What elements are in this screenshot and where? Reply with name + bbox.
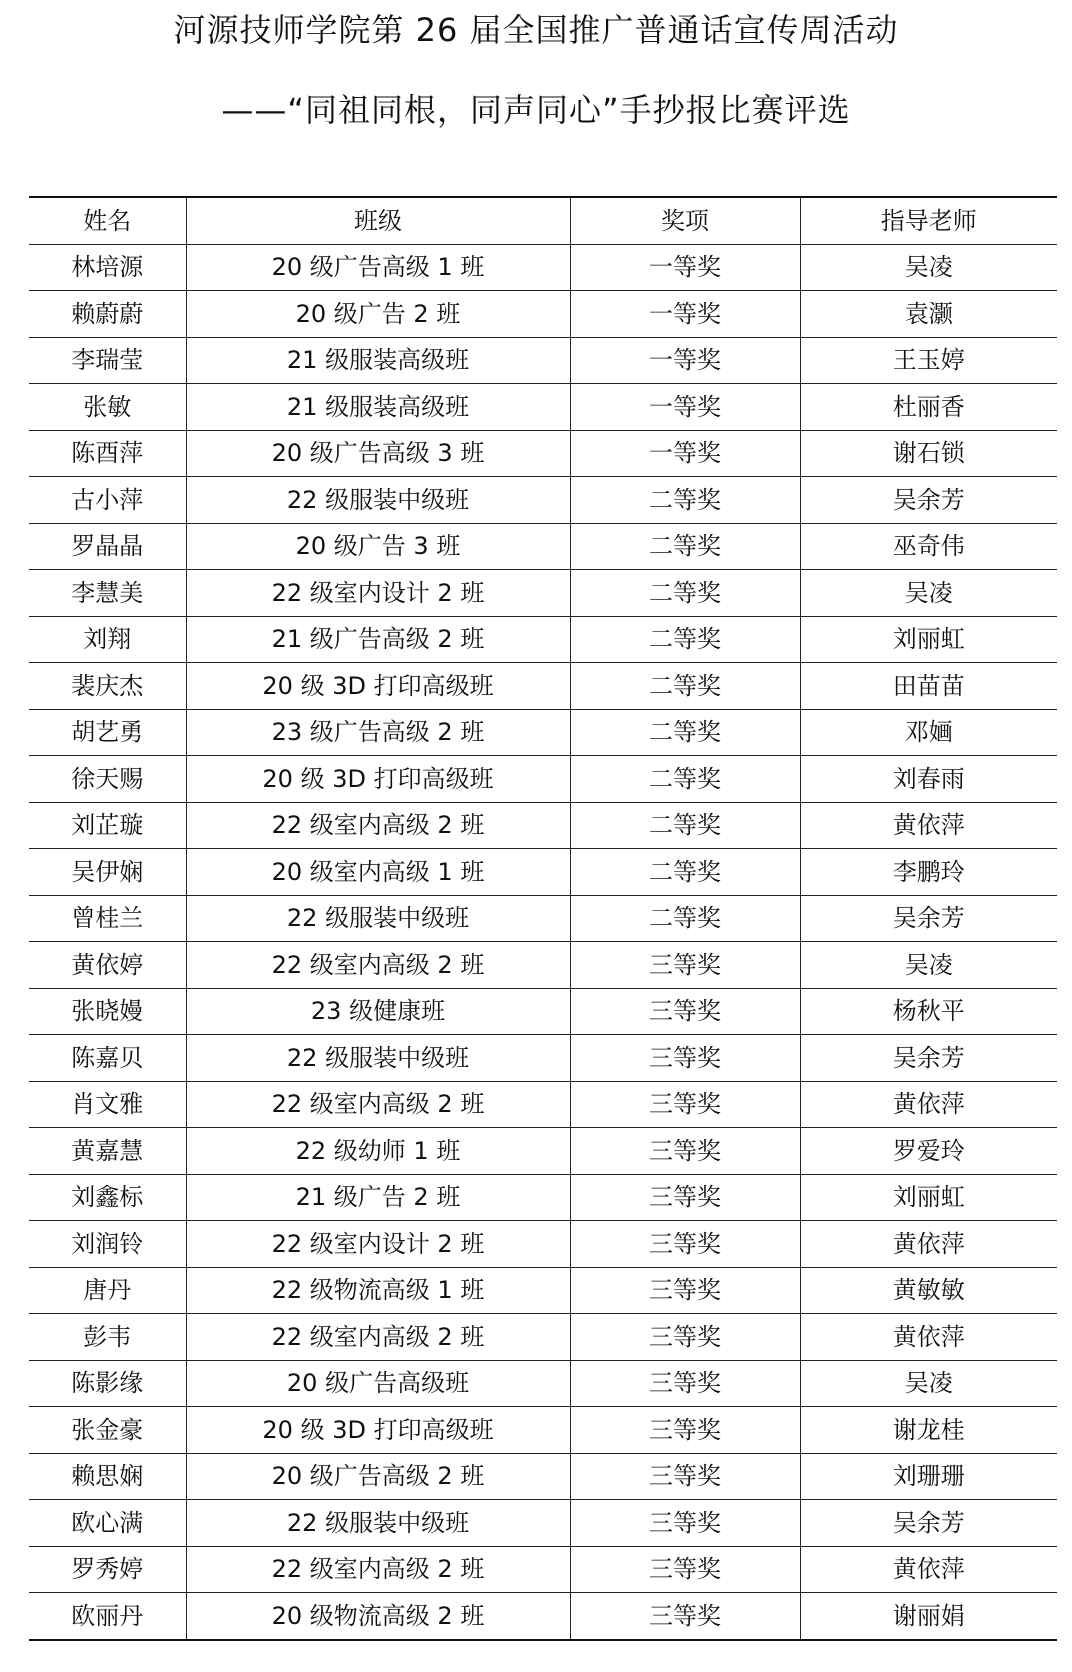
cell-class: 20 级广告高级 2 班 [186,1453,570,1500]
cell-class: 20 级物流高级 2 班 [186,1593,570,1640]
cell-award: 三等奖 [570,1081,800,1128]
cell-teacher: 黄敏敏 [800,1267,1057,1314]
cell-teacher: 黄依萍 [800,802,1057,849]
cell-teacher: 刘丽虹 [800,616,1057,663]
cell-student-name: 肖文雅 [29,1081,186,1128]
cell-teacher: 黄依萍 [800,1221,1057,1268]
cell-class: 20 级广告高级 1 班 [186,244,570,291]
table-row [29,523,1057,570]
cell-class: 20 级 3D 打印高级班 [186,1407,570,1454]
cell-class: 23 级健康班 [186,988,570,1035]
cell-award: 三等奖 [570,1500,800,1547]
cell-award: 二等奖 [570,709,800,756]
cell-student-name: 罗秀婷 [29,1546,186,1593]
cell-award: 二等奖 [570,616,800,663]
cell-class: 22 级物流高级 1 班 [186,1267,570,1314]
cell-award: 一等奖 [570,384,800,431]
cell-class: 22 级服装中级班 [186,1035,570,1082]
cell-award: 二等奖 [570,756,800,803]
page-title: 河源技师学院第 26 届全国推广普通话宣传周活动 [173,11,899,49]
cell-teacher: 吴凌 [800,942,1057,989]
cell-award: 二等奖 [570,477,800,524]
column-header-award: 奖项 [570,197,800,244]
table-row [29,802,1057,849]
cell-class: 22 级幼师 1 班 [186,1128,570,1175]
cell-award: 一等奖 [570,430,800,477]
cell-award: 三等奖 [570,1035,800,1082]
cell-class: 21 级服装高级班 [186,384,570,431]
cell-award: 二等奖 [570,523,800,570]
cell-award: 二等奖 [570,663,800,710]
page-subtitle: ——“同祖同根，同声同心”手抄报比赛评选 [221,91,851,129]
table-row [29,430,1057,477]
cell-class: 22 级室内高级 2 班 [186,802,570,849]
cell-teacher: 谢丽娟 [800,1593,1057,1640]
cell-student-name: 吴伊娴 [29,849,186,896]
cell-student-name: 欧心满 [29,1500,186,1547]
cell-student-name: 罗晶晶 [29,523,186,570]
cell-student-name: 陈影缘 [29,1360,186,1407]
cell-class: 23 级广告高级 2 班 [186,709,570,756]
cell-student-name: 唐丹 [29,1267,186,1314]
cell-teacher: 黄依萍 [800,1314,1057,1361]
table-row [29,849,1057,896]
cell-student-name: 刘润铃 [29,1221,186,1268]
table-row [29,1500,1057,1547]
table-row [29,895,1057,942]
cell-student-name: 赖思娴 [29,1453,186,1500]
cell-teacher: 谢龙桂 [800,1407,1057,1454]
cell-class: 20 级 3D 打印高级班 [186,663,570,710]
cell-student-name: 张金豪 [29,1407,186,1454]
cell-class: 21 级广告高级 2 班 [186,616,570,663]
table-row [29,337,1057,384]
column-header-class: 班级 [186,197,570,244]
cell-class: 22 级服装中级班 [186,477,570,524]
cell-teacher: 巫奇伟 [800,523,1057,570]
table-row [29,244,1057,291]
cell-student-name: 徐天赐 [29,756,186,803]
column-header-name: 姓名 [29,197,186,244]
cell-teacher: 吴余芳 [800,895,1057,942]
cell-teacher: 田苗苗 [800,663,1057,710]
awards-table [29,196,1057,1641]
cell-class: 22 级室内高级 2 班 [186,1314,570,1361]
table-row [29,291,1057,338]
cell-student-name: 欧丽丹 [29,1593,186,1640]
table-row [29,1267,1057,1314]
cell-student-name: 裴庆杰 [29,663,186,710]
cell-teacher: 袁灏 [800,291,1057,338]
cell-class: 20 级广告高级 3 班 [186,430,570,477]
cell-award: 三等奖 [570,1407,800,1454]
cell-student-name: 黄依婷 [29,942,186,989]
cell-class: 22 级服装中级班 [186,1500,570,1547]
table-row [29,663,1057,710]
cell-teacher: 黄依萍 [800,1546,1057,1593]
cell-teacher: 王玉婷 [800,337,1057,384]
cell-award: 二等奖 [570,802,800,849]
table-row [29,1360,1057,1407]
table-row [29,988,1057,1035]
cell-award: 三等奖 [570,1174,800,1221]
cell-award: 二等奖 [570,895,800,942]
cell-class: 20 级 3D 打印高级班 [186,756,570,803]
cell-student-name: 黄嘉慧 [29,1128,186,1175]
table-row [29,1546,1057,1593]
cell-teacher: 杨秋平 [800,988,1057,1035]
cell-teacher: 刘春雨 [800,756,1057,803]
cell-teacher: 杜丽香 [800,384,1057,431]
cell-class: 20 级广告 3 班 [186,523,570,570]
cell-class: 22 级室内高级 2 班 [186,1546,570,1593]
cell-student-name: 古小萍 [29,477,186,524]
table-row [29,1174,1057,1221]
cell-award: 一等奖 [570,244,800,291]
cell-class: 22 级室内高级 2 班 [186,942,570,989]
table-row [29,384,1057,431]
cell-student-name: 胡艺勇 [29,709,186,756]
table-row [29,1453,1057,1500]
cell-student-name: 赖蔚蔚 [29,291,186,338]
cell-award: 三等奖 [570,1267,800,1314]
cell-teacher: 罗爱玲 [800,1128,1057,1175]
cell-teacher: 刘珊珊 [800,1453,1057,1500]
cell-student-name: 张晓嫚 [29,988,186,1035]
cell-student-name: 刘鑫标 [29,1174,186,1221]
cell-class: 22 级室内设计 2 班 [186,570,570,617]
cell-teacher: 刘丽虹 [800,1174,1057,1221]
table-row [29,1593,1057,1640]
cell-class: 20 级室内高级 1 班 [186,849,570,896]
cell-class: 20 级广告高级班 [186,1360,570,1407]
cell-student-name: 刘翔 [29,616,186,663]
cell-student-name: 刘芷璇 [29,802,186,849]
cell-award: 三等奖 [570,1128,800,1175]
cell-student-name: 张敏 [29,384,186,431]
cell-teacher: 李鹏玲 [800,849,1057,896]
table-body [29,244,1057,1640]
column-header-teacher: 指导老师 [800,197,1057,244]
cell-teacher: 谢石锁 [800,430,1057,477]
cell-award: 二等奖 [570,849,800,896]
cell-student-name: 陈酉萍 [29,430,186,477]
table-row [29,709,1057,756]
cell-class: 22 级室内高级 2 班 [186,1081,570,1128]
cell-award: 三等奖 [570,988,800,1035]
table-header [29,197,1057,244]
cell-class: 21 级服装高级班 [186,337,570,384]
cell-award: 三等奖 [570,1546,800,1593]
cell-student-name: 彭韦 [29,1314,186,1361]
cell-student-name: 陈嘉贝 [29,1035,186,1082]
table-row [29,1314,1057,1361]
cell-award: 三等奖 [570,1453,800,1500]
cell-award: 一等奖 [570,291,800,338]
table-row [29,942,1057,989]
cell-teacher: 吴凌 [800,1360,1057,1407]
cell-award: 一等奖 [570,337,800,384]
cell-award: 二等奖 [570,570,800,617]
cell-award: 三等奖 [570,1221,800,1268]
cell-award: 三等奖 [570,1314,800,1361]
cell-teacher: 邓婳 [800,709,1057,756]
cell-student-name: 李慧美 [29,570,186,617]
table-row [29,1221,1057,1268]
cell-teacher: 吴凌 [800,570,1057,617]
cell-student-name: 曾桂兰 [29,895,186,942]
cell-class: 20 级广告 2 班 [186,291,570,338]
cell-teacher: 吴余芳 [800,477,1057,524]
table-row [29,616,1057,663]
table-row [29,1407,1057,1454]
table-row [29,477,1057,524]
table-row [29,1128,1057,1175]
cell-student-name: 李瑞莹 [29,337,186,384]
table-header-row [29,197,1057,244]
cell-award: 三等奖 [570,1360,800,1407]
cell-teacher: 吴凌 [800,244,1057,291]
cell-class: 21 级广告 2 班 [186,1174,570,1221]
cell-teacher: 吴余芳 [800,1500,1057,1547]
cell-award: 三等奖 [570,942,800,989]
table-row [29,570,1057,617]
cell-class: 22 级室内设计 2 班 [186,1221,570,1268]
table-row [29,756,1057,803]
table-row [29,1035,1057,1082]
table-row [29,1081,1057,1128]
cell-teacher: 黄依萍 [800,1081,1057,1128]
cell-award: 三等奖 [570,1593,800,1640]
cell-class: 22 级服装中级班 [186,895,570,942]
cell-teacher: 吴余芳 [800,1035,1057,1082]
cell-student-name: 林培源 [29,244,186,291]
